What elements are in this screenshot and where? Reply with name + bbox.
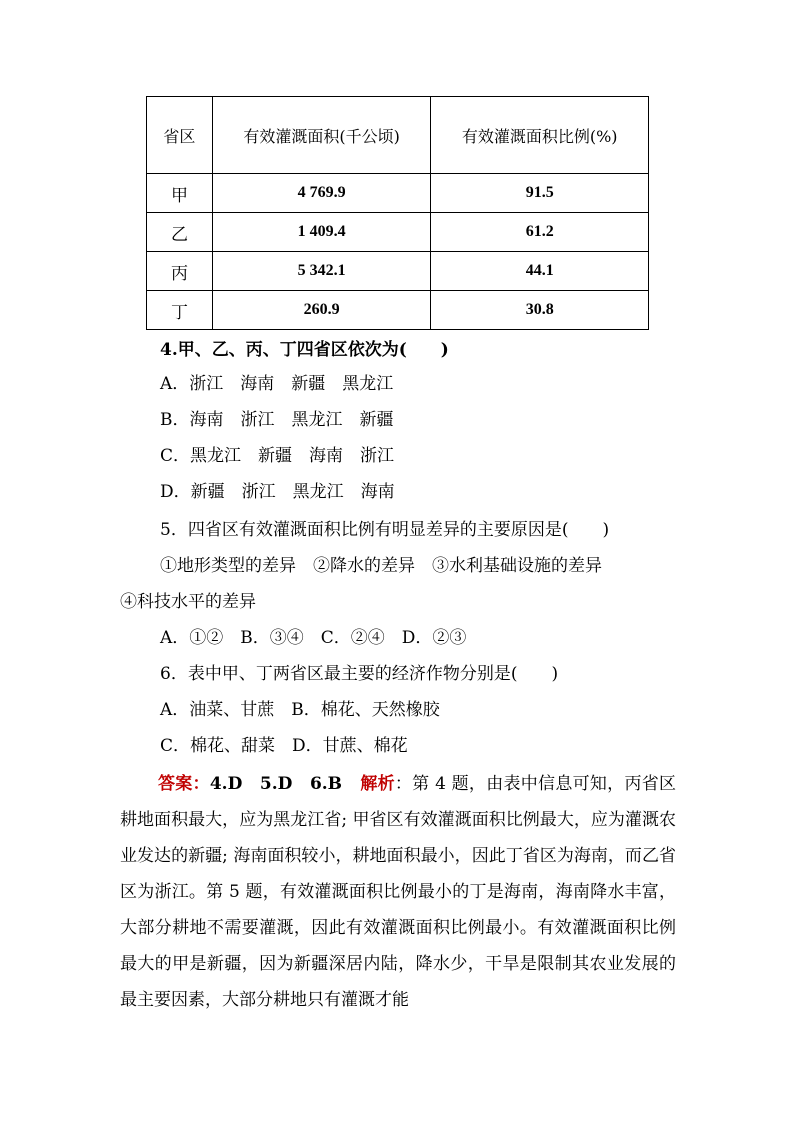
question-6-stem: 6．表中甲、丁两省区最主要的经济作物分别是( ) [160,664,559,684]
question-5-stem: 5．四省区有效灌溉面积比例有明显差异的主要原因是( ) [160,520,610,540]
table-row [147,213,649,252]
header-area: 有效灌溉面积(千公顷) [212,97,431,174]
cell-area: 4 769.9 [212,174,431,213]
question-5-options: A．①② B．③④ C．②④ D．②③ [160,628,467,648]
table-row [147,174,649,213]
cell-province: 乙 [147,213,213,252]
cell-province: 甲 [147,174,213,213]
cell-province: 丁 [147,291,213,330]
cell-area: 5 342.1 [212,252,431,291]
question-4-option-d: D．新疆 浙江 黑龙江 海南 [160,482,395,502]
answer-label: 答案： [158,774,210,794]
answer-values: 4.D 5.D 6.B [209,774,343,794]
answer-paragraph [120,766,676,1018]
question-6-options-line2: C．棉花、甜菜 D．甘蔗、棉花 [160,736,408,756]
question-4-option-c: C．黑龙江 新疆 海南 浙江 [160,446,395,466]
cell-province: 丙 [147,252,213,291]
cell-ratio: 61.2 [431,213,649,252]
header-ratio: 有效灌溉面积比例(%) [431,97,649,174]
table-row [147,252,649,291]
question-5-items-line1: ①地形类型的差异 ②降水的差异 ③水利基础设施的差异 [160,556,602,576]
cell-area: 260.9 [212,291,431,330]
cell-ratio: 30.8 [431,291,649,330]
question-5-items-line2: ④科技水平的差异 [120,592,256,612]
question-4-option-a: A．浙江 海南 新疆 黑龙江 [160,374,394,394]
table-row [147,291,649,330]
cell-area: 1 409.4 [212,213,431,252]
cell-ratio: 44.1 [431,252,649,291]
question-4-option-b: B．海南 浙江 黑龙江 新疆 [160,410,394,430]
irrigation-table [146,96,649,330]
analysis-text: ：第 4 题，由表中信息可知，丙省区耕地面积最大，应为黑龙江省; 甲省区有效灌溉面积比例最大，应为灌溉农业发达的新疆; 海南面积较小，耕地面积最小，因此丁省区为海南，而乙省区为浙江。第 5 题，有效灌溉面积比例最小的丁是海南，海南降水丰富，大部分耕地不需要灌溉，因此有效灌溉面积比例最小。有效灌溉面积比例最大的甲是新疆，因为新疆深居内陆，降水少，干旱是限制其农业发展的最主要因素，大部分耕地只有灌溉才能 [120,774,677,1010]
header-province: 省区 [147,97,213,174]
table-header-row [147,97,649,174]
question-6-options-line1: A．油菜、甘蔗 B．棉花、天然橡胶 [160,700,440,720]
cell-ratio: 91.5 [431,174,649,213]
question-4-stem: 4.甲、乙、丙、丁四省区依次为( ) [160,340,449,360]
analysis-label: 解析 [360,774,395,794]
